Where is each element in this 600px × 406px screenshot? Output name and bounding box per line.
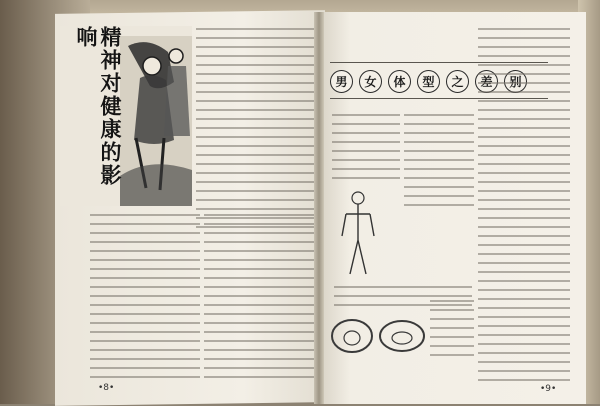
human-figure-drawing — [338, 188, 410, 282]
title-character: 之 — [446, 70, 469, 93]
text-column — [404, 114, 474, 213]
page-number: •9• — [540, 384, 557, 394]
title-character: 体 — [388, 70, 411, 93]
article-title: 精神对健康的影响 — [74, 26, 123, 187]
text-column — [478, 28, 570, 388]
pelvis-diagram — [328, 312, 428, 366]
pelvis-drawings — [328, 312, 428, 366]
text-column — [430, 300, 474, 363]
text-column — [332, 114, 400, 186]
text-column — [90, 214, 200, 385]
title-illustration — [60, 26, 192, 206]
page-number: •8• — [98, 383, 115, 393]
title-character: 型 — [417, 70, 440, 93]
title-character: 女 — [359, 70, 382, 93]
book-spine — [314, 12, 324, 404]
body-diagram — [338, 188, 410, 282]
text-column — [204, 214, 314, 385]
title-character: 男 — [330, 70, 353, 93]
text-column — [196, 28, 314, 235]
